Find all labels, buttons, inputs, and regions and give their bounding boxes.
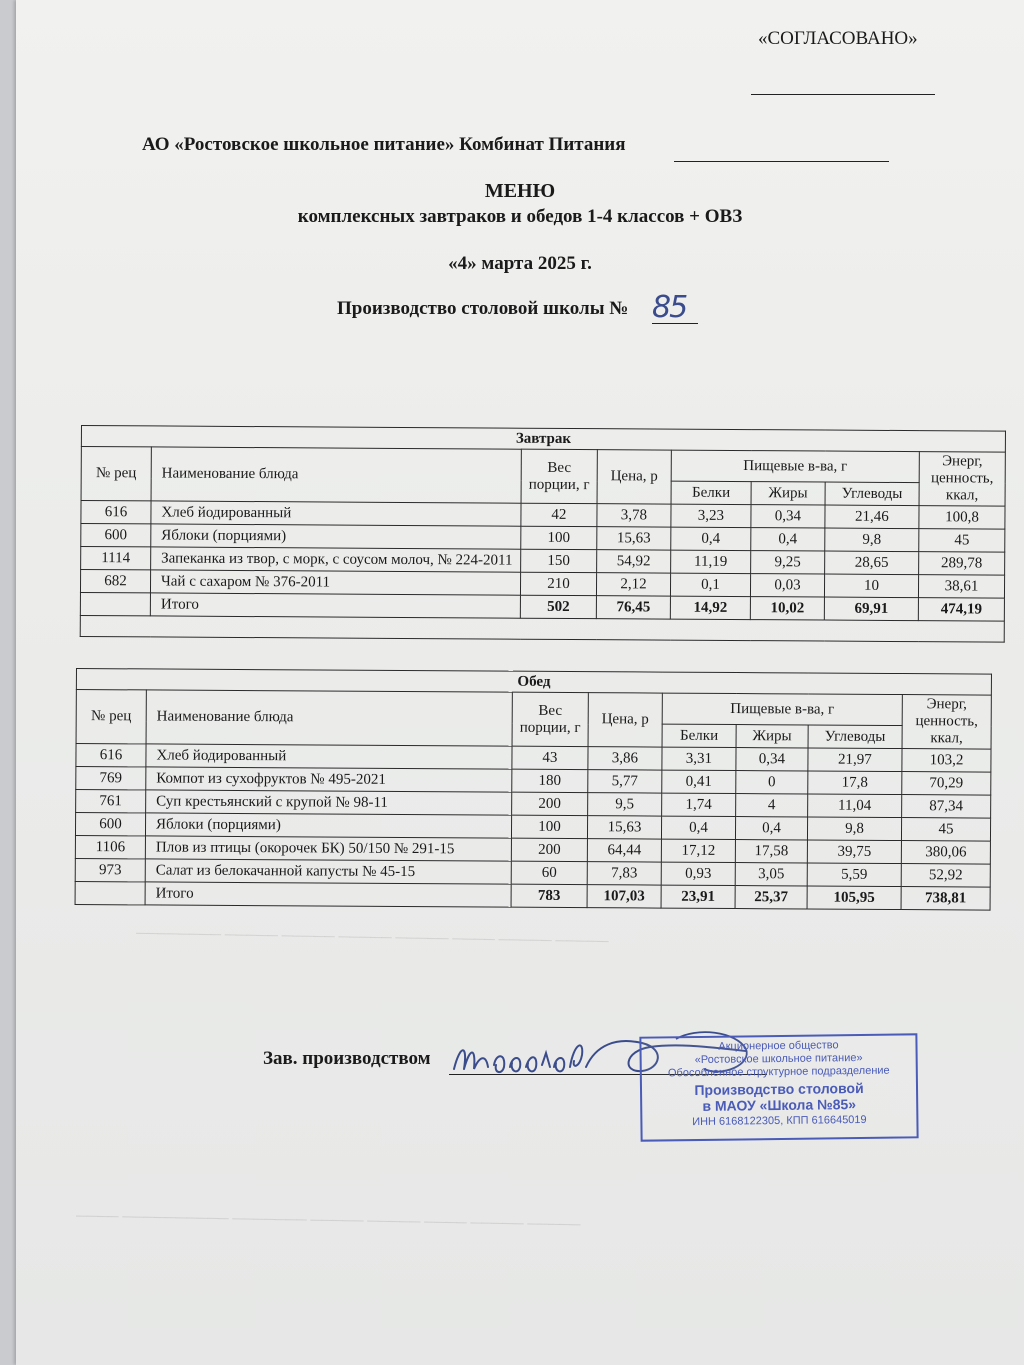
carbs-cell: 10 xyxy=(824,574,918,598)
total-carbs-cell: 105,95 xyxy=(807,886,901,910)
spacer-cell xyxy=(80,615,1004,642)
name-cell: Плов из птицы (окорочек БК) 50/150 № 291-15 xyxy=(145,836,511,861)
energy-cell: 52,92 xyxy=(901,864,990,888)
energy-cell: 103,2 xyxy=(902,749,991,773)
fat-cell: 4 xyxy=(736,794,808,817)
protein-cell: 0,4 xyxy=(671,527,751,550)
total-label-cell: Итого xyxy=(150,593,520,618)
weight-cell: 42 xyxy=(521,503,597,526)
energy-cell: 380,06 xyxy=(901,841,990,865)
name-cell: Яблоки (порциями) xyxy=(145,813,511,838)
rec-cell: 600 xyxy=(81,524,151,547)
energy-cell: 70,29 xyxy=(902,772,991,796)
weight-cell: 43 xyxy=(512,746,588,769)
protein-cell: 17,12 xyxy=(661,839,735,862)
bleed-through-text: ──────── ───── ───── ───── ───── ──── ───── ───── xyxy=(135,925,609,951)
name-cell: Суп крестьянский с крупой № 98-11 xyxy=(146,790,512,815)
menu-date: «4» марта 2025 г. xyxy=(448,253,592,274)
rec-cell: 1114 xyxy=(81,547,151,570)
page-title: МЕНЮ xyxy=(484,180,556,202)
total-price-cell: 76,45 xyxy=(596,596,670,619)
fat-cell: 0,03 xyxy=(750,574,824,597)
col-header-protein: Белки xyxy=(671,481,751,504)
name-cell: Компот из сухофруктов № 495-2021 xyxy=(146,767,512,792)
carbs-cell: 39,75 xyxy=(807,840,901,864)
col-header-protein: Белки xyxy=(662,724,736,747)
fat-cell: 0,34 xyxy=(751,505,825,528)
price-cell: 7,83 xyxy=(587,862,661,885)
price-cell: 3,86 xyxy=(588,747,662,770)
col-header-rec: № рец xyxy=(76,690,146,744)
energy-cell: 45 xyxy=(901,818,990,842)
rec-cell: 761 xyxy=(76,790,146,813)
total-blank-cell xyxy=(80,592,150,615)
name-cell: Хлеб йодированный xyxy=(151,501,521,526)
fat-cell: 9,25 xyxy=(751,551,825,574)
energy-cell: 289,78 xyxy=(919,552,1005,576)
price-cell: 15,63 xyxy=(587,816,661,839)
weight-cell: 200 xyxy=(511,838,587,861)
protein-cell: 3,31 xyxy=(662,747,736,770)
col-header-carbs: Углеводы xyxy=(825,482,919,506)
rec-cell: 616 xyxy=(81,501,151,524)
school-number-line xyxy=(652,323,698,324)
col-header-name: Наименование блюда xyxy=(146,690,512,746)
organization-blank-line xyxy=(674,161,889,162)
col-header-fat: Жиры xyxy=(751,482,825,505)
production-label: Производство столовой школы № xyxy=(337,298,629,319)
stamp-line: «Ростовское школьное питание» xyxy=(694,1051,863,1067)
weight-cell: 180 xyxy=(512,769,588,792)
carbs-cell: 17,8 xyxy=(808,771,902,795)
page-subtitle: комплексных завтраков и обедов 1-4 классов + ОВЗ xyxy=(297,206,743,227)
rec-cell: 769 xyxy=(76,767,146,790)
fat-cell: 17,58 xyxy=(735,840,807,863)
organization-stamp xyxy=(639,1033,918,1141)
total-price-cell: 107,03 xyxy=(587,885,661,908)
energy-cell: 38,61 xyxy=(918,575,1004,599)
col-header-rec: № рец xyxy=(81,447,151,501)
rec-cell: 616 xyxy=(76,744,146,767)
price-cell: 9,5 xyxy=(588,793,662,816)
carbs-cell: 11,04 xyxy=(808,794,902,818)
protein-cell: 3,23 xyxy=(671,504,751,527)
weight-cell: 150 xyxy=(521,549,597,572)
total-weight-cell: 783 xyxy=(511,884,587,907)
fat-cell: 0,4 xyxy=(735,817,807,840)
col-header-energy: Энерг, ценность, ккал, xyxy=(902,695,991,750)
weight-cell: 210 xyxy=(520,572,596,595)
total-weight-cell: 502 xyxy=(520,595,596,618)
section-title: Завтрак xyxy=(81,426,1005,453)
carbs-cell: 21,97 xyxy=(808,748,902,772)
total-energy-cell: 474,19 xyxy=(918,598,1004,622)
total-fat-cell: 25,37 xyxy=(735,886,807,909)
protein-cell: 0,93 xyxy=(661,862,735,885)
rec-cell: 682 xyxy=(80,570,150,593)
price-cell: 54,92 xyxy=(597,550,671,573)
total-energy-cell: 738,81 xyxy=(901,887,990,911)
stamp-line: Акционерное общество xyxy=(718,1039,839,1053)
price-cell: 3,78 xyxy=(597,504,671,527)
protein-cell: 11,19 xyxy=(671,550,751,573)
energy-cell: 87,34 xyxy=(902,795,991,819)
col-header-price: Цена, р xyxy=(597,450,671,504)
total-protein-cell: 14,92 xyxy=(670,596,750,619)
price-cell: 64,44 xyxy=(587,839,661,862)
handwritten-school-number: 85 xyxy=(652,290,687,325)
total-protein-cell: 23,91 xyxy=(661,885,735,908)
carbs-cell: 9,8 xyxy=(825,528,919,552)
bleed-through-text: ──── ────────── ─────── ───── ───── ──── ───── ───── xyxy=(75,1208,581,1234)
fat-cell: 3,05 xyxy=(735,863,807,886)
col-header-carbs: Углеводы xyxy=(808,725,902,749)
fat-cell: 0 xyxy=(736,771,808,794)
col-header-weight: Вес порции, г xyxy=(521,449,597,503)
total-label-cell: Итого xyxy=(145,882,511,907)
carbs-cell: 9,8 xyxy=(807,817,901,841)
weight-cell: 200 xyxy=(512,792,588,815)
stamp-line: ИНН 6168122305, КПП 616645019 xyxy=(692,1113,867,1129)
col-header-nutrients: Пищевые в-ва, г xyxy=(671,450,919,483)
carbs-cell: 28,65 xyxy=(825,551,919,575)
name-cell: Яблоки (порциями) xyxy=(151,524,521,549)
energy-cell: 45 xyxy=(919,529,1005,553)
signature-label: Зав. производством xyxy=(263,1048,431,1069)
weight-cell: 60 xyxy=(511,861,587,884)
total-fat-cell: 10,02 xyxy=(750,597,824,620)
breakfast-table xyxy=(80,425,1006,643)
name-cell: Запеканка из твор, с морк, с соусом молоч, № 224-2011 xyxy=(151,547,521,572)
protein-cell: 1,74 xyxy=(662,793,736,816)
fat-cell: 0,4 xyxy=(751,528,825,551)
section-title: Обед xyxy=(76,669,991,696)
approval-heading: «СОГЛАСОВАНО» xyxy=(758,28,918,49)
col-header-weight: Вес порции, г xyxy=(512,692,588,746)
energy-cell: 100,8 xyxy=(919,506,1005,530)
name-cell: Хлеб йодированный xyxy=(146,744,512,769)
protein-cell: 0,1 xyxy=(670,573,750,596)
approval-signature-line xyxy=(751,94,935,95)
name-cell: Салат из белокачанной капусты № 45-15 xyxy=(145,859,511,884)
total-blank-cell xyxy=(75,881,145,904)
spacer-row xyxy=(80,615,1004,642)
name-cell: Чай с сахаром № 376-2011 xyxy=(150,570,520,595)
price-cell: 5,77 xyxy=(588,770,662,793)
weight-cell: 100 xyxy=(511,815,587,838)
col-header-nutrients: Пищевые в-ва, г xyxy=(662,693,902,725)
price-cell: 2,12 xyxy=(596,573,670,596)
weight-cell: 100 xyxy=(521,526,597,549)
protein-cell: 0,41 xyxy=(662,770,736,793)
fat-cell: 0,34 xyxy=(736,748,808,771)
col-header-name: Наименование блюда xyxy=(151,447,521,503)
total-row xyxy=(75,881,990,910)
carbs-cell: 21,46 xyxy=(825,505,919,529)
lunch-table xyxy=(75,668,992,911)
rec-cell: 1106 xyxy=(75,835,145,858)
col-header-fat: Жиры xyxy=(736,725,808,748)
stamp-line: Обособленное структурное подразделение xyxy=(667,1064,890,1080)
document-page xyxy=(16,0,1024,1365)
col-header-energy: Энерг, ценность, ккал, xyxy=(919,452,1005,507)
stamp-line: Производство столовой xyxy=(694,1079,864,1099)
col-header-price: Цена, р xyxy=(588,693,662,747)
page-shadow-edge xyxy=(0,0,16,1365)
organization-name: АО «Ростовское школьное питание» Комбинат Питания xyxy=(142,134,626,155)
price-cell: 15,63 xyxy=(597,527,671,550)
rec-cell: 600 xyxy=(75,813,145,836)
carbs-cell: 5,59 xyxy=(807,863,901,887)
stamp-line: в МАОУ «Школа №85» xyxy=(702,1096,857,1114)
total-carbs-cell: 69,91 xyxy=(824,597,918,621)
rec-cell: 973 xyxy=(75,858,145,881)
protein-cell: 0,4 xyxy=(661,816,735,839)
